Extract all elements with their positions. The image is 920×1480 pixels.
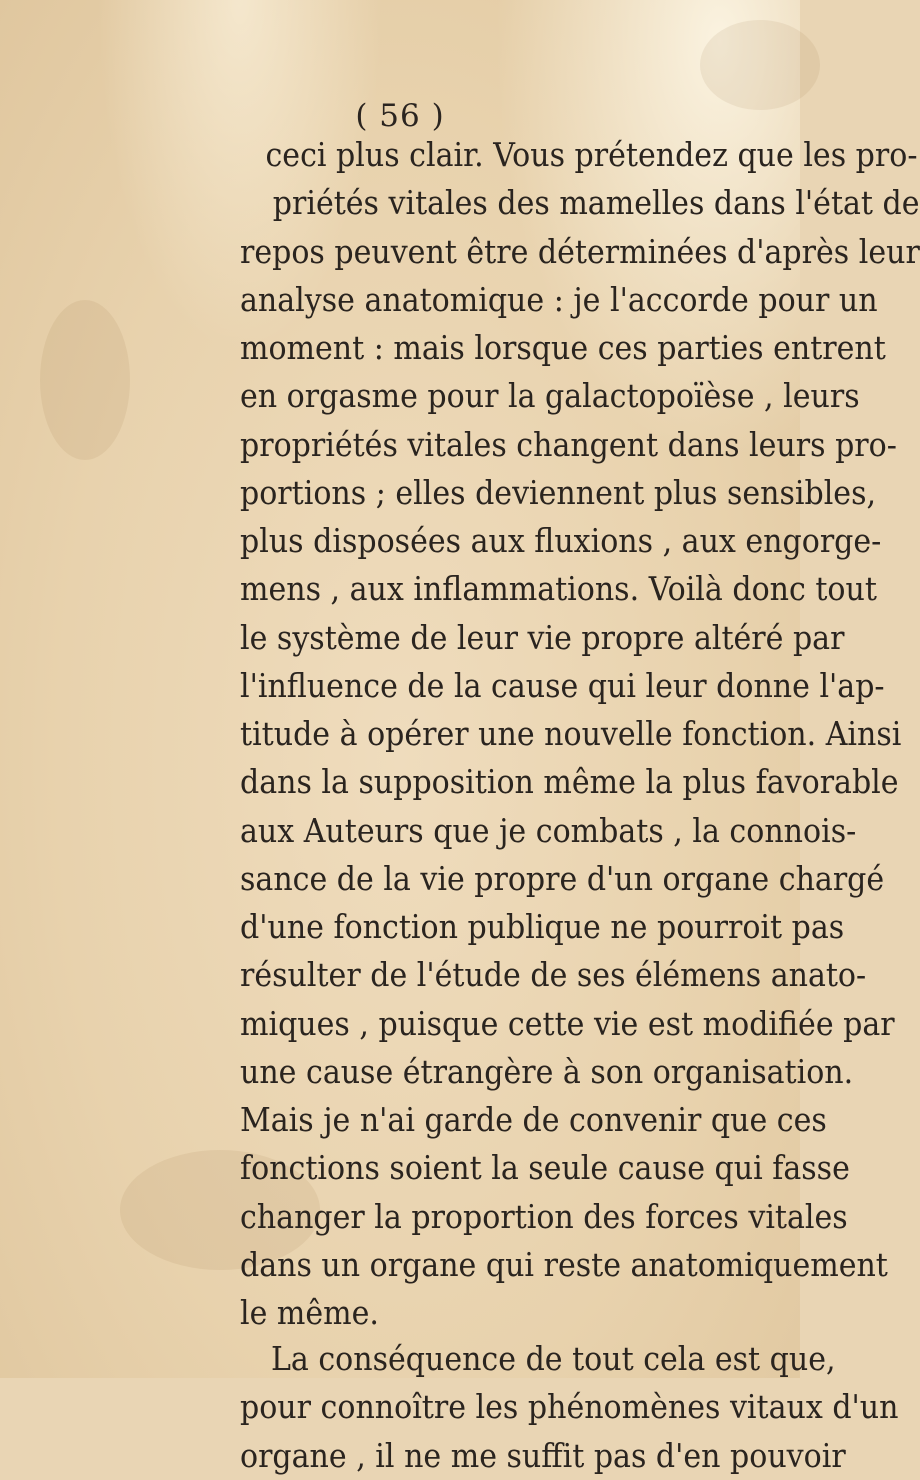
text-line: en orgasme pour la galactopoïèse , leurs [240, 376, 860, 416]
page-number: ( 56 ) [355, 98, 445, 134]
text-line: Mais je n'ai garde de convenir que ces [240, 1100, 827, 1139]
text-line: titude à opérer une nouvelle fonction. Ainsi [240, 714, 902, 753]
text-line: mens , aux inflammations. Voilà donc tout [240, 569, 877, 609]
text-line: l'influence de la cause qui leur donne l'ap- [240, 665, 885, 705]
text-line: le système de leur vie propre altéré par [240, 617, 845, 657]
text-line: d'une fonction publique ne pourroit pas [240, 907, 845, 946]
text-line: changer la proportion des forces vitales [240, 1196, 848, 1236]
text-line: miques , puisque cette vie est modifiée par [240, 1003, 895, 1043]
paper-stain [700, 20, 820, 110]
text-line: le même. [240, 1293, 379, 1332]
paper-stain [40, 300, 130, 460]
text-line: dans un organe qui reste anatomiquement [240, 1244, 888, 1284]
text-line: sance de la vie propre d'un organe chargé [240, 858, 885, 898]
text-line: organe , il ne me suffit pas d'en pouvoir [240, 1435, 846, 1475]
body-text [240, 131, 920, 1480]
text-line: ceci plus clair. Vous prétendez que les pro- [265, 135, 918, 174]
text-line: aux Auteurs que je combats , la connois- [240, 810, 857, 850]
text-line: propriétés vitales changent dans leurs pro- [240, 424, 897, 464]
text-line: moment : mais lorsque ces parties entrent [240, 328, 886, 367]
text-line: fonctions soient la seule cause qui fasse [240, 1148, 850, 1188]
text-line: une cause étrangère à son organisation. [240, 1051, 854, 1091]
text-line: priétés vitales des mamelles dans l'état de [272, 183, 920, 223]
text-line: plus disposées aux fluxions , aux engorge- [240, 521, 882, 560]
text-line: repos peuvent être déterminées d'après leur [240, 231, 920, 271]
text-line: dans la supposition même la plus favorable [240, 762, 899, 802]
text-line: portions ; elles deviennent plus sensibles, [240, 472, 877, 512]
text-line: pour connoître les phénomènes vitaux d'un [240, 1387, 899, 1427]
text-line: La conséquence de tout cela est que, [270, 1339, 836, 1378]
text-line: analyse anatomique : je l'accorde pour un [240, 279, 878, 319]
text-line: résulter de l'étude de ses élémens anato- [240, 955, 867, 995]
